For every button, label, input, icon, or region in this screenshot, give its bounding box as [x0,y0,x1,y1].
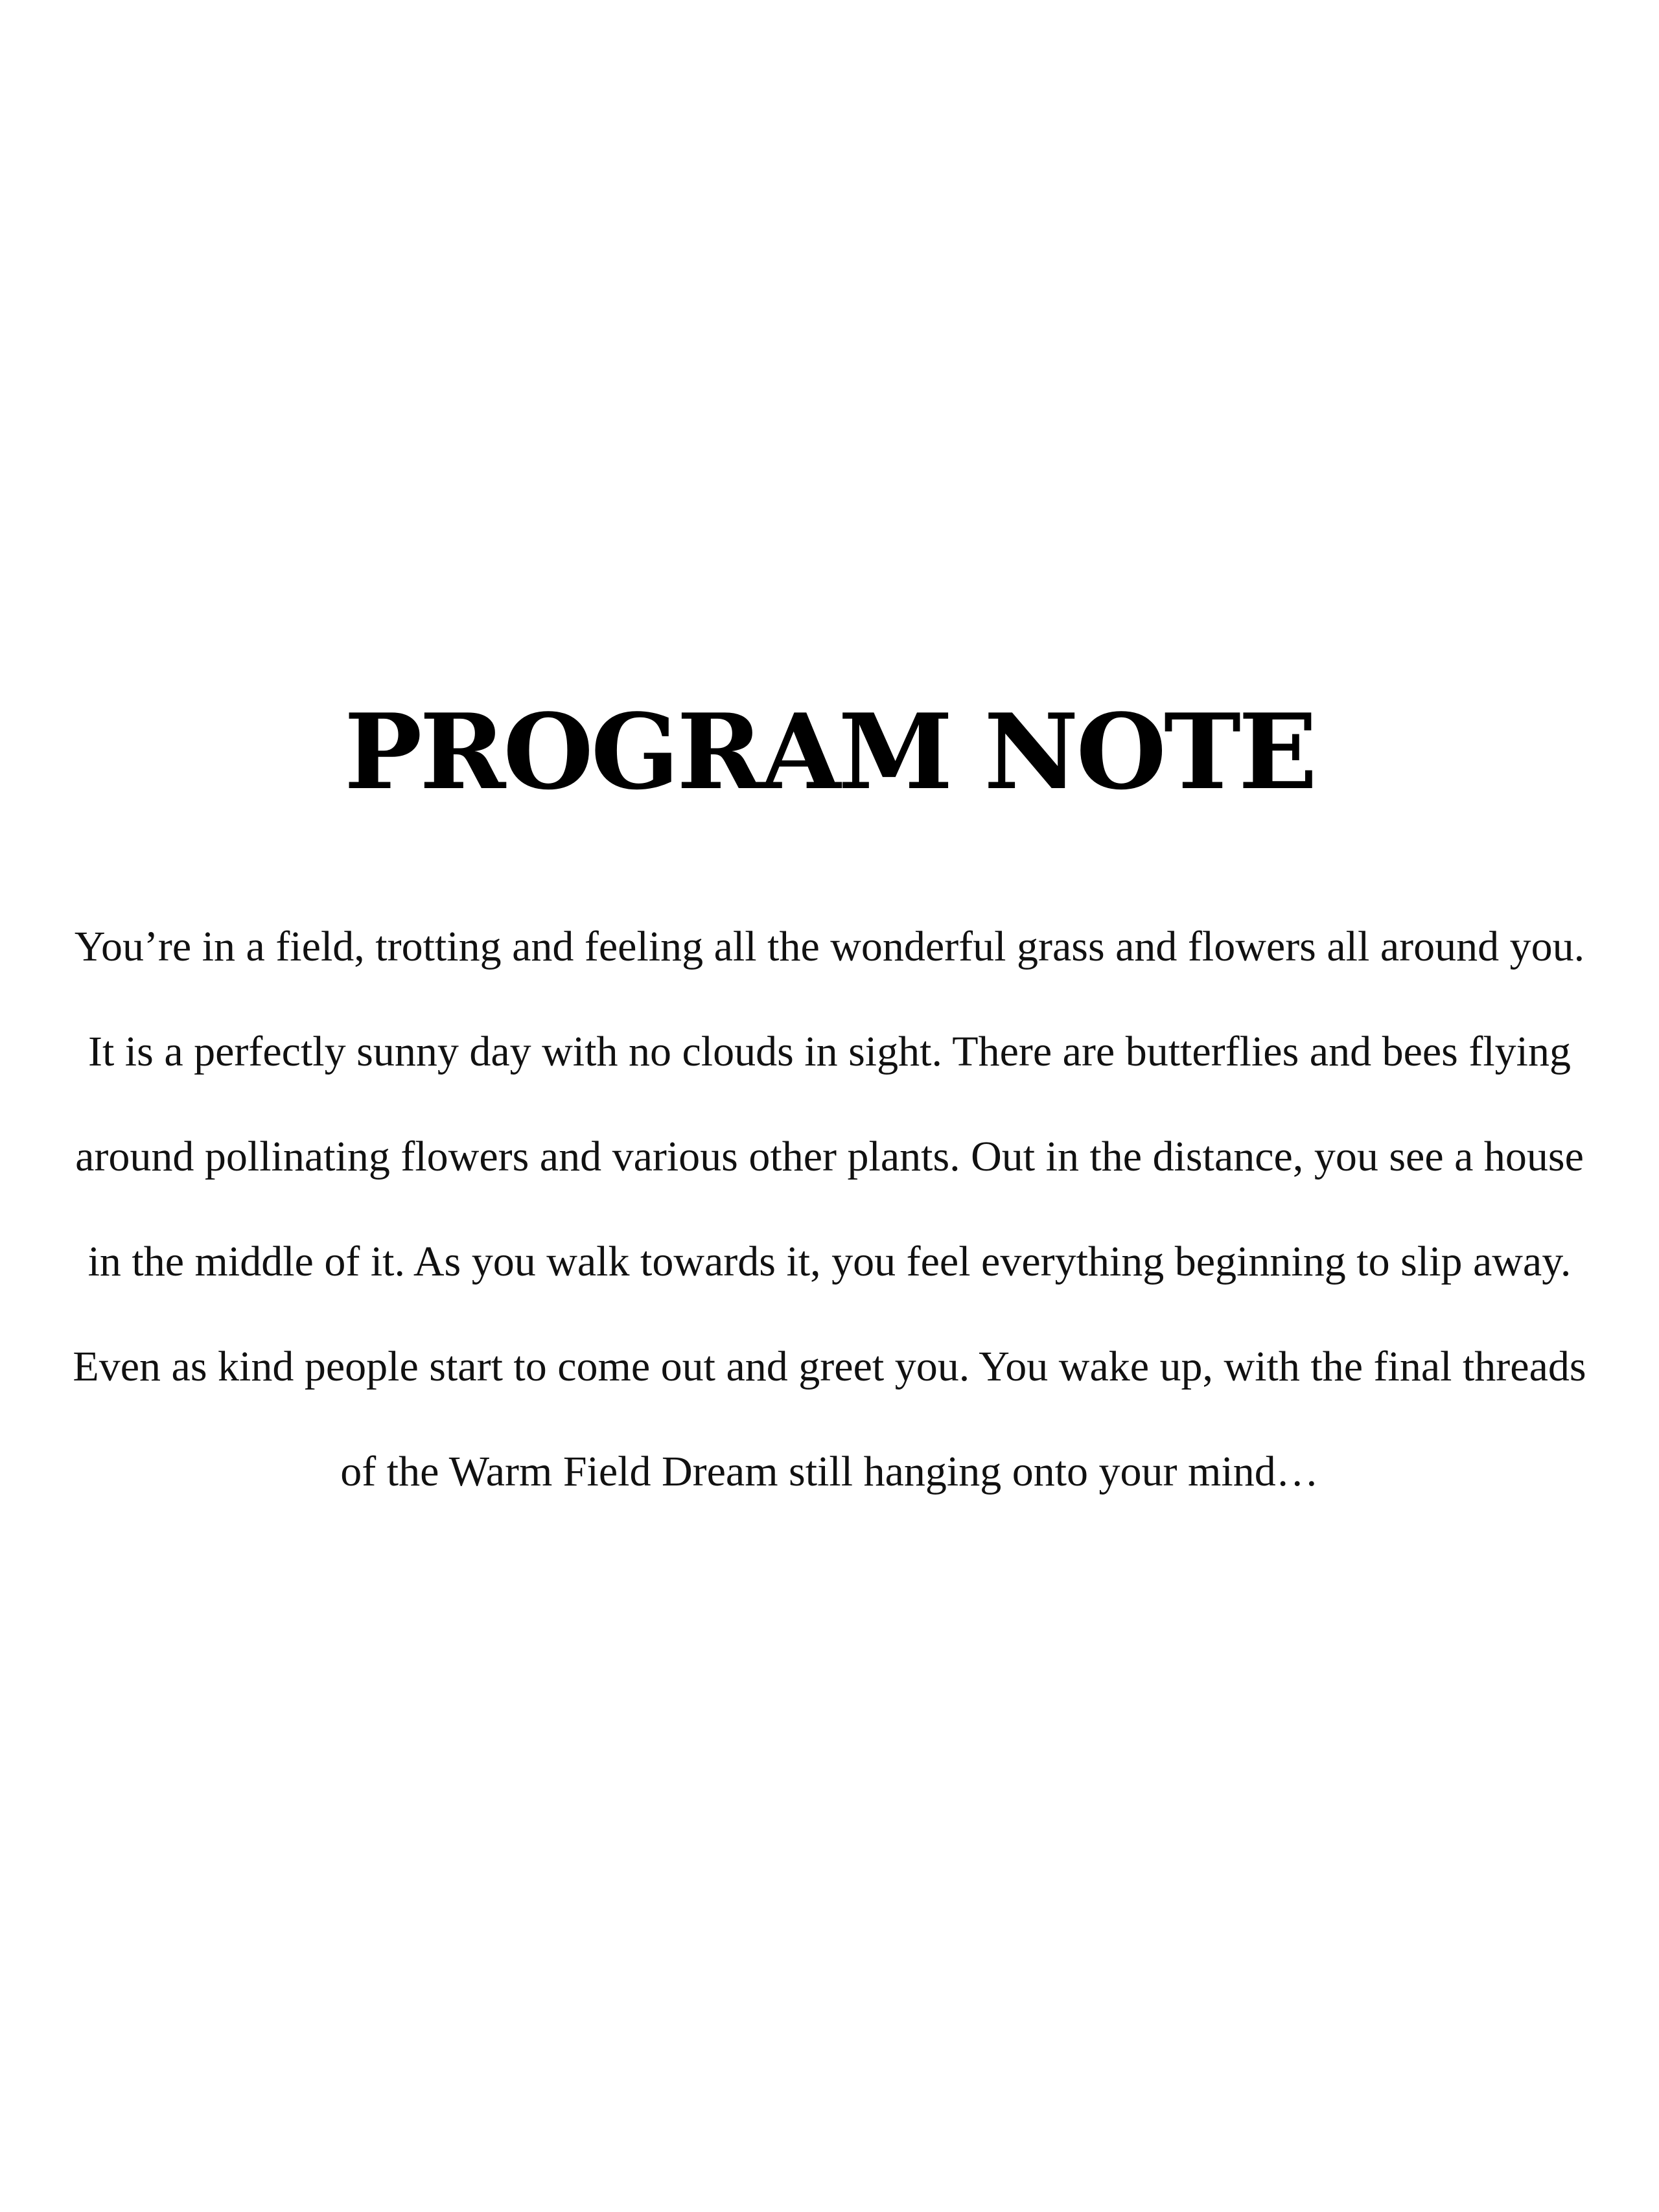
program-note-paragraph: You’re in a field, trotting and feeling all the wonderful grass and flowers all around you. It is a perfectly sunny day with no clouds in sight. There are butterflies and bees flying around pollinating flowers and various other plants. Out in the distance, you see a house in the middle of it. As you walk towards it, you feel everything beginning to slip away. Even as kind people start to come out and greet you. You wake up, with the final threads of the Warm Field Dream still hanging onto your mind… [73,923,1586,1495]
page-title: PROGRAM NOTE [344,691,1315,813]
